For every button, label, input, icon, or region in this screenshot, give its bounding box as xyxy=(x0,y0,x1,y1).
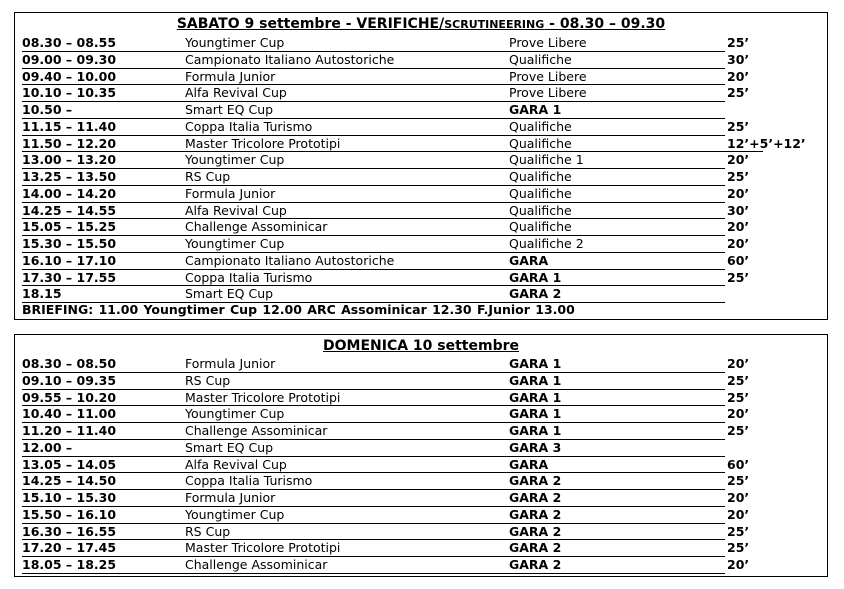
time-cell: 15.05 – 15.25 xyxy=(22,219,117,235)
event-cell: Smart EQ Cup xyxy=(185,286,274,302)
time-cell: 10.40 – 11.00 xyxy=(22,406,117,422)
schedule-row xyxy=(22,473,822,490)
time-cell: 11.15 – 11.40 xyxy=(22,118,117,134)
event-cell: Formula Junior xyxy=(185,356,276,371)
time-cell: 16.10 – 17.10 xyxy=(22,252,117,268)
time-cell: 18.15 xyxy=(22,286,62,302)
session-cell: GARA 3 xyxy=(509,439,562,455)
time-cell: 15.10 – 15.30 xyxy=(22,490,117,505)
schedule-row xyxy=(22,457,822,474)
time-cell: 13.25 – 13.50 xyxy=(22,169,117,184)
event-cell: RS Cup xyxy=(185,169,231,184)
event-cell: Coppa Italia Turismo xyxy=(185,473,313,489)
schedule-row xyxy=(22,557,822,574)
duration-cell: 25’ xyxy=(727,423,750,438)
event-cell: Smart EQ Cup xyxy=(185,439,274,455)
schedule-row xyxy=(22,102,822,119)
event-cell: Master Tricolore Prototipi xyxy=(185,540,341,556)
duration-cell: 25’ xyxy=(727,389,750,405)
time-cell: 12.00 – xyxy=(22,439,73,455)
session-cell: Qualifiche xyxy=(509,202,572,218)
duration-cell: 25’ xyxy=(727,372,750,388)
row-underline xyxy=(22,573,725,574)
time-cell: 17.20 – 17.45 xyxy=(22,540,117,556)
schedule-row xyxy=(22,136,822,153)
session-cell: GARA 2 xyxy=(509,506,562,522)
time-cell: 18.05 – 18.25 xyxy=(22,557,117,572)
schedule-row xyxy=(22,440,822,457)
sunday-schedule xyxy=(14,334,828,577)
event-cell: Alfa Revival Cup xyxy=(185,456,287,472)
event-cell: Campionato Italiano Autostoriche xyxy=(185,252,395,268)
session-cell: GARA 1 xyxy=(509,389,562,405)
time-cell: 11.50 – 12.20 xyxy=(22,135,117,151)
time-cell: 09.00 – 09.30 xyxy=(22,51,117,67)
session-cell: GARA 2 xyxy=(509,490,562,505)
time-cell: 14.00 – 14.20 xyxy=(22,185,117,201)
schedule-row xyxy=(22,490,822,507)
event-cell: Formula Junior xyxy=(185,68,276,84)
duration-cell: 25’ xyxy=(727,473,750,489)
duration-cell: 25’ xyxy=(727,35,750,50)
duration-cell: 60’ xyxy=(727,456,750,472)
duration-cell: 30’ xyxy=(727,202,750,218)
duration-cell: 20’ xyxy=(727,506,750,522)
event-cell: Challenge Assominicar xyxy=(185,219,328,235)
event-cell: Formula Junior xyxy=(185,490,276,505)
event-cell: RS Cup xyxy=(185,372,231,388)
session-cell: GARA 1 xyxy=(509,269,562,285)
duration-cell: 20’ xyxy=(727,356,750,371)
duration-cell: 20’ xyxy=(727,490,750,505)
event-cell: Coppa Italia Turismo xyxy=(185,269,313,285)
time-cell: 15.50 – 16.10 xyxy=(22,506,117,522)
session-cell: Qualifiche xyxy=(509,185,572,201)
time-cell: 08.30 – 08.55 xyxy=(22,35,117,50)
duration-cell: 25’ xyxy=(727,118,750,134)
schedule-row xyxy=(22,524,822,541)
duration-cell: 25’ xyxy=(727,85,750,101)
event-cell: Master Tricolore Prototipi xyxy=(185,389,341,405)
schedule-row xyxy=(22,286,822,303)
saturday-title: SABATO 9 settembre - VERIFICHE/SCRUTINEERING - 08.30 – 09.30 xyxy=(176,16,666,32)
schedule-row xyxy=(22,85,822,102)
duration-cell: 25’ xyxy=(727,269,750,285)
time-cell: 14.25 – 14.55 xyxy=(22,202,117,218)
schedule-row xyxy=(22,52,822,69)
session-cell: Qualifiche xyxy=(509,118,572,134)
time-cell: 13.05 – 14.05 xyxy=(22,456,117,472)
duration-cell: 25’ xyxy=(727,540,750,556)
session-cell: GARA 2 xyxy=(509,557,562,572)
session-cell: GARA 2 xyxy=(509,523,562,539)
sunday-rows xyxy=(22,356,822,574)
time-cell: 13.00 – 13.20 xyxy=(22,152,117,168)
time-cell: 10.50 – xyxy=(22,102,73,117)
session-cell: GARA 1 xyxy=(509,356,562,371)
event-cell: Youngtimer Cup xyxy=(185,35,285,50)
session-cell: GARA 2 xyxy=(509,540,562,556)
session-cell: Qualifiche 1 xyxy=(509,152,584,168)
time-cell: 14.25 – 14.50 xyxy=(22,473,117,489)
time-cell: 09.55 – 10.20 xyxy=(22,389,117,405)
event-cell: Youngtimer Cup xyxy=(185,152,285,168)
event-cell: Coppa Italia Turismo xyxy=(185,118,313,134)
schedule-row xyxy=(22,356,822,373)
duration-cell: 20’ xyxy=(727,236,750,251)
event-cell: Formula Junior xyxy=(185,185,276,201)
event-cell: Youngtimer Cup xyxy=(185,406,285,422)
time-cell: 09.10 – 09.35 xyxy=(22,372,117,388)
time-cell: 16.30 – 16.55 xyxy=(22,523,117,539)
session-cell: Qualifiche xyxy=(509,219,572,235)
session-cell: GARA 2 xyxy=(509,286,562,302)
saturday-rows xyxy=(22,35,822,303)
duration-cell: 25’ xyxy=(727,523,750,539)
session-cell: GARA 2 xyxy=(509,473,562,489)
sunday-title: DOMENICA 10 settembre xyxy=(323,338,519,354)
duration-cell: 12’+5’+12’ xyxy=(727,135,806,151)
session-cell: GARA 1 xyxy=(509,372,562,388)
duration-cell: 20’ xyxy=(727,68,750,84)
schedule-row xyxy=(22,423,822,440)
schedule-row xyxy=(22,270,822,287)
schedule-row xyxy=(22,35,822,52)
event-cell: Youngtimer Cup xyxy=(185,236,285,251)
schedule-row xyxy=(22,373,822,390)
session-cell: GARA xyxy=(509,456,549,472)
saturday-schedule xyxy=(14,12,828,320)
schedule-row xyxy=(22,152,822,169)
event-cell: Alfa Revival Cup xyxy=(185,85,287,101)
time-cell: 17.30 – 17.55 xyxy=(22,269,117,285)
event-cell: Youngtimer Cup xyxy=(185,506,285,522)
session-cell: GARA 1 xyxy=(509,423,562,438)
schedule-row xyxy=(22,390,822,407)
schedule-row xyxy=(22,406,822,423)
duration-cell: 20’ xyxy=(727,557,750,572)
session-cell: Qualifiche 2 xyxy=(509,236,584,251)
session-cell: GARA xyxy=(509,252,549,268)
schedule-row xyxy=(22,203,822,220)
time-cell: 10.10 – 10.35 xyxy=(22,85,117,101)
duration-cell: 20’ xyxy=(727,406,750,422)
session-cell: Prove Libere xyxy=(509,68,587,84)
schedule-row xyxy=(22,236,822,253)
duration-cell: 30’ xyxy=(727,51,750,67)
schedule-row xyxy=(22,119,822,136)
session-cell: Qualifiche xyxy=(509,169,572,184)
event-cell: Challenge Assominicar xyxy=(185,557,328,572)
schedule-row xyxy=(22,186,822,203)
schedule-row xyxy=(22,69,822,86)
session-cell: Prove Libere xyxy=(509,35,587,50)
schedule-row xyxy=(22,540,822,557)
event-cell: Alfa Revival Cup xyxy=(185,202,287,218)
duration-cell: 20’ xyxy=(727,185,750,201)
session-cell: Prove Libere xyxy=(509,85,587,101)
briefing-note: BRIEFING: 11.00 Youngtimer Cup 12.00 ARC Assominicar 12.30 F.Junior 13.00 xyxy=(22,302,575,317)
time-cell: 15.30 – 15.50 xyxy=(22,236,117,251)
schedule-row xyxy=(22,507,822,524)
duration-cell: 20’ xyxy=(727,152,750,168)
duration-cell: 20’ xyxy=(727,219,750,235)
schedule-row xyxy=(22,253,822,270)
event-cell: Master Tricolore Prototipi xyxy=(185,135,341,151)
time-cell: 08.30 – 08.50 xyxy=(22,356,117,371)
event-cell: Challenge Assominicar xyxy=(185,423,328,438)
event-cell: Smart EQ Cup xyxy=(185,102,274,117)
session-cell: Qualifiche xyxy=(509,51,572,67)
event-cell: Campionato Italiano Autostoriche xyxy=(185,51,395,67)
time-cell: 09.40 – 10.00 xyxy=(22,68,117,84)
duration-cell: 60’ xyxy=(727,252,750,268)
schedule-row xyxy=(22,219,822,236)
session-cell: Qualifiche xyxy=(509,135,572,151)
schedule-row xyxy=(22,169,822,186)
session-cell: GARA 1 xyxy=(509,406,562,422)
session-cell: GARA 1 xyxy=(509,102,562,117)
event-cell: RS Cup xyxy=(185,523,231,539)
time-cell: 11.20 – 11.40 xyxy=(22,423,117,438)
duration-cell: 25’ xyxy=(727,169,750,184)
